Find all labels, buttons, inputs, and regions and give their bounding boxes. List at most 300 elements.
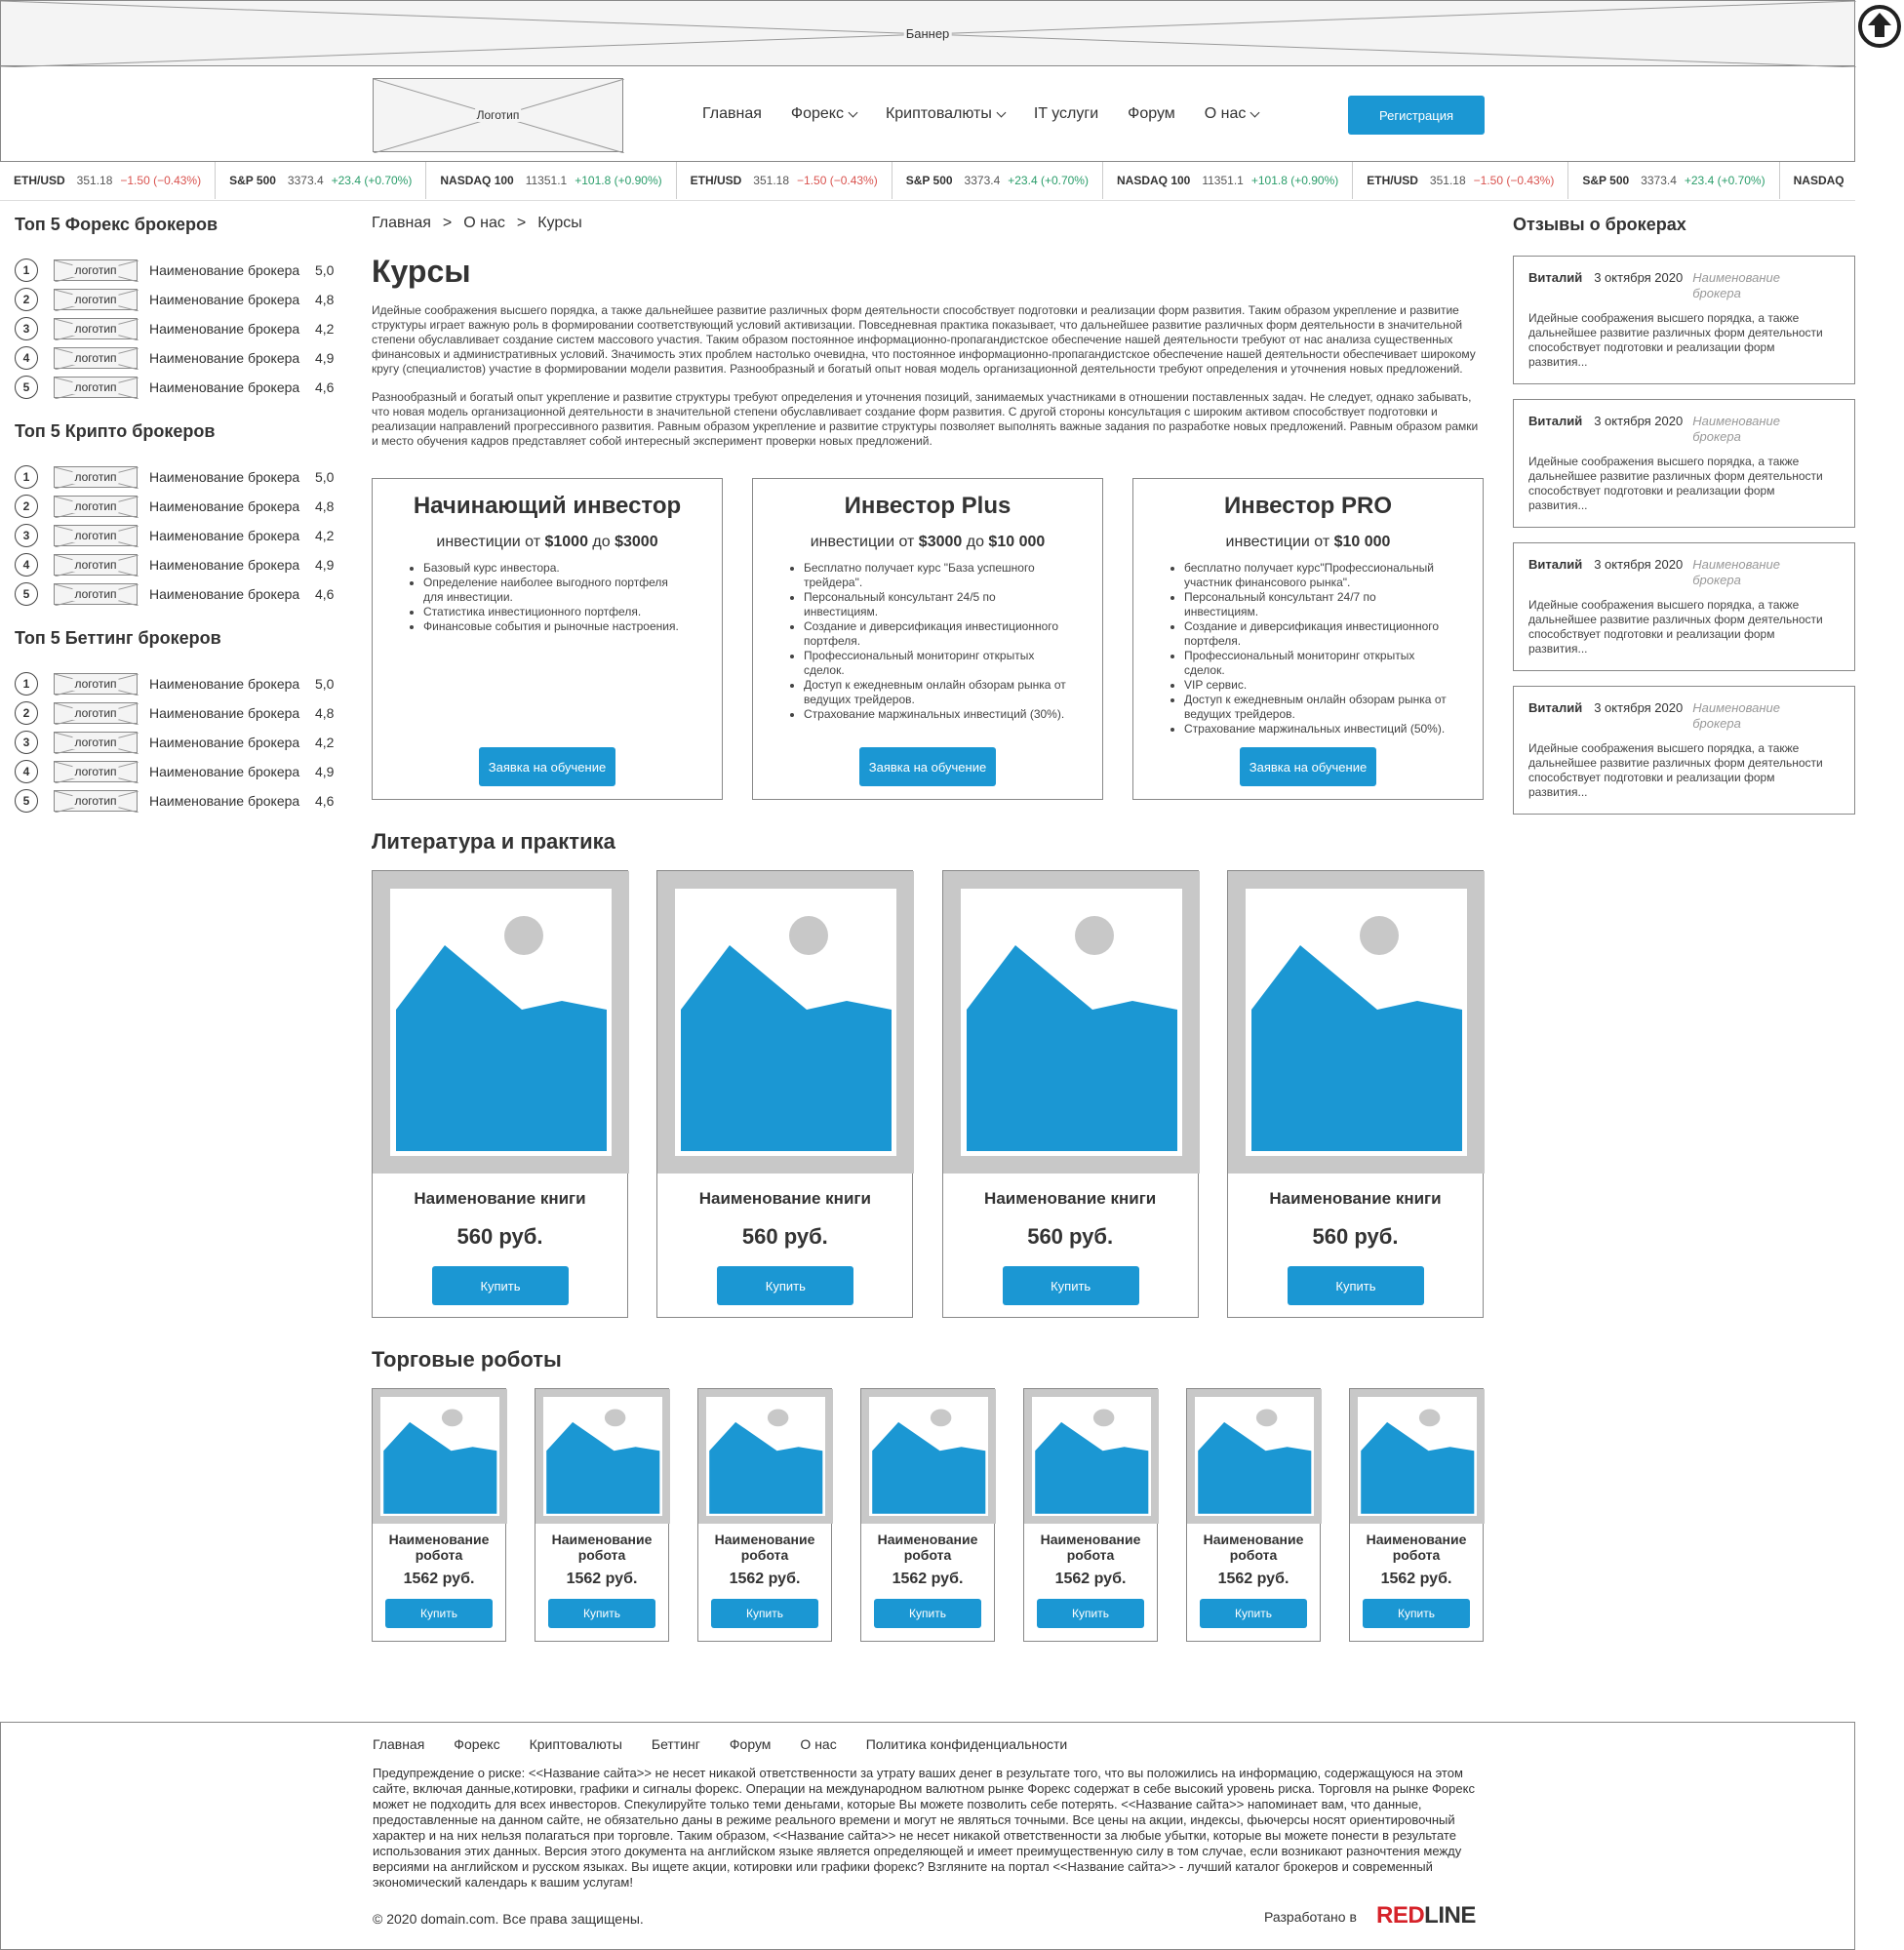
broker-logo xyxy=(54,259,138,281)
image-placeholder-icon xyxy=(961,889,1182,1156)
review-header xyxy=(1528,700,1840,732)
image-placeholder-icon xyxy=(1246,889,1467,1156)
broker-name: Наименование брокера xyxy=(149,379,300,395)
ticker-item[interactable] xyxy=(677,162,892,199)
broker-row[interactable] xyxy=(15,256,346,285)
plan-range-prefix: инвестиции от xyxy=(810,534,919,550)
book-price: 560 руб. xyxy=(456,1224,543,1249)
footer-nav-link[interactable]: Политика конфиденциальности xyxy=(865,1736,1068,1752)
scroll-top-button[interactable] xyxy=(1855,0,1904,53)
broker-rank: 3 xyxy=(15,731,38,754)
broker-row[interactable] xyxy=(15,343,346,373)
robot-price: 1562 руб. xyxy=(566,1571,638,1587)
robots-grid xyxy=(372,1388,1484,1642)
broker-logo-label: логотип xyxy=(74,794,117,808)
broker-rank: 1 xyxy=(15,259,38,282)
footer-nav-link[interactable]: Беттинг xyxy=(651,1736,700,1752)
nav-label: Форекс xyxy=(790,105,844,122)
broker-logo-label: логотип xyxy=(74,706,117,720)
ticker-item[interactable] xyxy=(426,162,676,199)
robot-image[interactable] xyxy=(1187,1389,1322,1524)
chevron-down-icon xyxy=(1250,107,1260,117)
broker-rank: 2 xyxy=(15,288,38,311)
review-text: Идейные соображения высшего порядка, а также дальнейшее развитие различных форм деятельности способствует подготовки и реализации форм развития... xyxy=(1528,598,1823,656)
broker-row[interactable] xyxy=(15,492,346,521)
reviews-list xyxy=(1513,256,1855,815)
broker-row[interactable] xyxy=(15,314,346,343)
broker-row[interactable] xyxy=(15,521,346,550)
site-logo[interactable] xyxy=(373,78,623,152)
robot-image[interactable] xyxy=(861,1389,996,1524)
broker-row[interactable] xyxy=(15,698,346,728)
image-placeholder-icon xyxy=(1032,1397,1151,1516)
nav-label: IT услуги xyxy=(1033,105,1099,122)
review-header xyxy=(1528,414,1840,445)
buy-robot-button[interactable]: Купить xyxy=(711,1599,818,1628)
broker-logo xyxy=(54,466,138,488)
plan-feature: • Создание и диверсификация инвестиционного портфеля. xyxy=(804,619,1067,649)
plan-range-mid: до xyxy=(587,534,615,550)
buy-robot-button[interactable]: Купить xyxy=(548,1599,655,1628)
broker-rank: 5 xyxy=(15,789,38,813)
book-card xyxy=(372,870,628,1318)
review-date: 3 октября 2020 xyxy=(1594,270,1684,285)
broker-logo-label: логотип xyxy=(74,587,117,601)
broker-rank: 5 xyxy=(15,376,38,399)
broker-name: Наименование брокера xyxy=(149,586,300,602)
buy-book-button[interactable]: Купить xyxy=(432,1266,569,1305)
ticker-price: 3373.4 xyxy=(964,174,1001,187)
robot-card xyxy=(1186,1388,1321,1642)
broker-logo-label: логотип xyxy=(74,351,117,365)
breadcrumb-about[interactable]: О нас xyxy=(463,215,505,231)
broker-logo xyxy=(54,377,138,398)
broker-rating: 4,2 xyxy=(315,735,335,750)
main-content xyxy=(372,215,1484,1642)
broker-name: Наименование брокера xyxy=(149,292,300,307)
register-button[interactable]: Регистрация xyxy=(1348,96,1485,135)
review-broker[interactable]: Наименование брокера xyxy=(1692,700,1780,731)
broker-logo-label: логотип xyxy=(74,529,117,542)
robot-price: 1562 руб. xyxy=(1054,1571,1127,1587)
ticker-symbol: NASDAQ 100 xyxy=(1116,174,1191,187)
robot-image[interactable] xyxy=(1024,1389,1159,1524)
broker-group-title: Топ 5 Форекс брокеров xyxy=(15,215,218,234)
broker-name: Наименование брокера xyxy=(149,557,300,573)
nav-it-services[interactable] xyxy=(1034,105,1098,123)
risk-warning: Предупреждение о риске: <<Название сайта>> не несет никакой ответственности за утрату ваших денег в результате того, что вы положились на информацию, содержащуюся на этом сайте, включая данные,котировки, графики и сигналы форекс. Операции на международном валютном рынке Форекс содержат в себе высокий уровень риска. Торговля на рынке Форекс может не подходить для всех инвесторов. Спекулируйте только теми деньгами, которые Вы можете позволить себе потерять. <<Название сайта>> напоминает вам, что данные, предоставленные на данном сайте, не обязательно даны в режиме реального времени и могут не являться точными. Все цены на акции, индексы, фьючерсы носят ориентировочный характер и на них нельзя полагаться при торговле. Таким образом, <<Название сайта>> не несет никакой ответственности за любые убытки, которые вы можете понести в результате использования этих данных. Версия этого документа на английском языке является определяющей и имеет преимущественную силу в том случае, если возникают разночтения между версиями на английском и русском языках. Вы ищете акции, котировки или графики форекс? Взгляните на портал <<Название сайта>> - лучший каталог брокеров и современный экономический календарь к вашим услугам! xyxy=(373,1766,1475,1890)
plan-feature: • Определение наиболее выгодного портфеля для инвестиции. xyxy=(423,576,687,605)
footer-nav-link[interactable]: Криптовалюты xyxy=(529,1736,622,1752)
broker-rank: 4 xyxy=(15,553,38,577)
robot-image-frame xyxy=(543,1397,662,1516)
broker-rank: 4 xyxy=(15,346,38,370)
broker-ratings-sidebar xyxy=(15,215,346,835)
robot-card xyxy=(372,1388,506,1642)
plan-range-from: $10 000 xyxy=(1333,534,1391,550)
robot-card xyxy=(697,1388,832,1642)
plan-feature: • Доступ к ежедневным онлайн обзорам рынка от ведущих трейдеров. xyxy=(804,678,1067,707)
developed-by-label: Разработано в xyxy=(1264,1909,1357,1925)
broker-rating: 4,2 xyxy=(315,528,335,543)
robots-section-title: Торговые роботы xyxy=(372,1347,562,1372)
broker-group-title: Топ 5 Беттинг брокеров xyxy=(15,628,221,648)
broker-logo xyxy=(54,702,138,724)
course-plans xyxy=(372,478,1484,800)
ticker-change: −1.50 (−0.43%) xyxy=(120,174,202,187)
broker-logo xyxy=(54,318,138,339)
ticker-symbol: NASDAQ xyxy=(1793,174,1844,187)
ticker-item[interactable] xyxy=(1103,162,1353,199)
broker-logo-label: логотип xyxy=(74,677,117,691)
buy-robot-button[interactable]: Купить xyxy=(874,1599,981,1628)
book-name: Наименование книги xyxy=(698,1189,871,1208)
image-placeholder-icon xyxy=(706,1397,825,1516)
broker-rating: 4,6 xyxy=(315,793,335,809)
robot-image-frame xyxy=(1032,1397,1151,1516)
ticker-price: 351.18 xyxy=(753,174,789,187)
banner-label: Баннер xyxy=(905,26,950,41)
plan-range-to: $10 000 xyxy=(988,534,1046,550)
plan-title: Инвестор PRO xyxy=(1224,493,1392,519)
image-placeholder-icon xyxy=(869,1397,988,1516)
apply-course-button[interactable]: Заявка на обучение xyxy=(859,747,996,786)
chevron-down-icon xyxy=(849,107,858,117)
breadcrumb-home[interactable]: Главная xyxy=(372,215,431,231)
review-text: Идейные соображения высшего порядка, а также дальнейшее развитие различных форм деятельности способствует подготовки и реализации форм развития... xyxy=(1528,741,1823,799)
broker-rank: 2 xyxy=(15,701,38,725)
redline-logo[interactable] xyxy=(1376,1902,1476,1930)
broker-row[interactable] xyxy=(15,373,346,402)
robot-image-frame xyxy=(1358,1397,1477,1516)
brand-red-part: RED xyxy=(1376,1902,1425,1929)
buy-robot-button[interactable]: Купить xyxy=(1363,1599,1470,1628)
review-broker[interactable]: Наименование брокера xyxy=(1692,270,1780,300)
broker-logo xyxy=(54,732,138,753)
plan-range-from: $3000 xyxy=(918,534,963,550)
plan-range-mid: до xyxy=(962,534,989,550)
review-header xyxy=(1528,270,1840,301)
plan-range xyxy=(408,534,687,551)
broker-row[interactable] xyxy=(15,550,346,579)
book-image[interactable] xyxy=(1228,871,1485,1174)
image-placeholder-icon xyxy=(675,889,896,1156)
nav-label: Криптовалюты xyxy=(885,105,992,122)
broker-row[interactable] xyxy=(15,285,346,314)
market-ticker xyxy=(0,162,1855,201)
books-section-title: Литература и практика xyxy=(372,829,615,854)
book-price: 560 руб. xyxy=(741,1224,828,1249)
book-name: Наименование книги xyxy=(984,1189,1157,1208)
plan-features xyxy=(788,561,1067,722)
broker-rating: 4,9 xyxy=(315,764,335,779)
robot-name: Наименование робота xyxy=(551,1532,653,1563)
apply-course-button[interactable]: Заявка на обучение xyxy=(479,747,615,786)
robot-image[interactable] xyxy=(698,1389,833,1524)
footer-nav xyxy=(373,1736,1096,1752)
review-author: Виталий xyxy=(1528,270,1583,285)
plan-card xyxy=(752,478,1103,800)
ticker-change: +23.4 (+0.70%) xyxy=(1684,174,1765,187)
broker-name: Наименование брокера xyxy=(149,469,300,485)
broker-row[interactable] xyxy=(15,786,346,816)
plan-range-from: $1000 xyxy=(544,534,588,550)
site-footer xyxy=(0,1722,1855,1950)
plan-card xyxy=(1132,478,1484,800)
review-header xyxy=(1528,557,1840,588)
ticker-change: +101.8 (+0.90%) xyxy=(1250,174,1339,187)
broker-rating: 4,2 xyxy=(315,321,335,337)
robot-price: 1562 руб. xyxy=(1217,1571,1289,1587)
robot-card xyxy=(1023,1388,1158,1642)
buy-book-button[interactable]: Купить xyxy=(1288,1266,1424,1305)
robot-image[interactable] xyxy=(373,1389,507,1524)
review-text: Идейные соображения высшего порядка, а также дальнейшее развитие различных форм деятельности способствует подготовки и реализации форм развития... xyxy=(1528,311,1823,369)
book-card xyxy=(942,870,1199,1318)
broker-name: Наименование брокера xyxy=(149,764,300,779)
books-grid xyxy=(372,870,1484,1318)
ticker-item[interactable] xyxy=(0,162,216,199)
broker-rating: 4,6 xyxy=(315,586,335,602)
breadcrumb-separator: > xyxy=(516,215,527,231)
broker-group xyxy=(15,215,346,402)
book-image-frame xyxy=(1246,889,1467,1156)
review-date: 3 октября 2020 xyxy=(1594,700,1684,715)
broker-rating: 5,0 xyxy=(315,676,335,692)
book-image[interactable] xyxy=(373,871,629,1174)
plan-feature: • Статистика инвестиционного портфеля. xyxy=(423,605,687,619)
broker-rank: 1 xyxy=(15,672,38,696)
broker-name: Наименование брокера xyxy=(149,793,300,809)
copyright: © 2020 domain.com. Все права защищены. xyxy=(373,1911,644,1927)
buy-robot-button[interactable]: Купить xyxy=(1037,1599,1144,1628)
plan-range xyxy=(1169,534,1448,551)
robot-price: 1562 руб. xyxy=(729,1571,801,1587)
footer-nav-link[interactable]: Форекс xyxy=(454,1736,500,1752)
broker-row[interactable] xyxy=(15,579,346,609)
plan-feature: • Доступ к ежедневным онлайн обзорам рынка от ведущих трейдеров. xyxy=(1184,693,1448,722)
reviews-title: Отзывы о брокерах xyxy=(1513,215,1686,234)
book-image-frame xyxy=(390,889,612,1156)
robot-card xyxy=(535,1388,669,1642)
robot-card xyxy=(860,1388,995,1642)
plan-feature: • VIP сервис. xyxy=(1184,678,1448,693)
broker-row[interactable] xyxy=(15,462,346,492)
ticker-item[interactable] xyxy=(1780,162,1855,199)
nav-crypto[interactable] xyxy=(886,105,1005,123)
review-card[interactable] xyxy=(1513,542,1855,671)
broker-name: Наименование брокера xyxy=(149,705,300,721)
image-placeholder-icon xyxy=(543,1397,662,1516)
buy-robot-button[interactable]: Купить xyxy=(385,1599,493,1628)
plan-range xyxy=(788,534,1067,551)
plan-feature: • Страхование маржинальных инвестиций (30%). xyxy=(804,707,1067,722)
broker-rating: 5,0 xyxy=(315,469,335,485)
review-author: Виталий xyxy=(1528,557,1583,572)
robot-name: Наименование робота xyxy=(388,1532,490,1563)
breadcrumb-separator: > xyxy=(442,215,453,231)
ticker-item[interactable] xyxy=(1568,162,1779,199)
review-author: Виталий xyxy=(1528,700,1583,715)
book-image[interactable] xyxy=(943,871,1200,1174)
nav-label: О нас xyxy=(1204,105,1247,122)
broker-rating: 4,9 xyxy=(315,557,335,573)
image-placeholder-icon xyxy=(390,889,612,1156)
ticker-symbol: NASDAQ 100 xyxy=(440,174,514,187)
broker-row[interactable] xyxy=(15,728,346,757)
robot-name: Наименование робота xyxy=(1040,1532,1141,1563)
broker-rank: 3 xyxy=(15,317,38,340)
image-placeholder-icon xyxy=(1195,1397,1314,1516)
robot-image-frame xyxy=(1195,1397,1314,1516)
buy-robot-button[interactable]: Купить xyxy=(1200,1599,1307,1628)
ticker-symbol: ETH/USD xyxy=(690,174,742,187)
apply-course-button[interactable]: Заявка на обучение xyxy=(1240,747,1376,786)
plan-feature: • Базовый курс инвестора. xyxy=(423,561,687,576)
broker-rating: 4,9 xyxy=(315,350,335,366)
ticker-price: 3373.4 xyxy=(1641,174,1677,187)
book-card xyxy=(1227,870,1484,1318)
robot-image-frame xyxy=(380,1397,499,1516)
plan-card xyxy=(372,478,723,800)
nav-home[interactable] xyxy=(702,105,762,123)
book-image[interactable] xyxy=(657,871,914,1174)
buy-book-button[interactable]: Купить xyxy=(717,1266,853,1305)
broker-logo xyxy=(54,347,138,369)
broker-logo-label: логотип xyxy=(74,499,117,513)
top-banner[interactable] xyxy=(0,0,1855,66)
review-author: Виталий xyxy=(1528,414,1583,428)
ticker-item[interactable] xyxy=(1353,162,1568,199)
broker-logo xyxy=(54,554,138,576)
broker-rank: 5 xyxy=(15,582,38,606)
book-card xyxy=(656,870,913,1318)
chevron-down-icon xyxy=(996,107,1006,117)
book-image-frame xyxy=(961,889,1182,1156)
broker-row[interactable] xyxy=(15,757,346,786)
broker-group xyxy=(15,628,346,816)
plan-feature: • бесплатно получает курс"Профессиональный участник финансового рынка". xyxy=(1184,561,1448,590)
broker-rating: 4,8 xyxy=(315,498,335,514)
broker-logo-label: логотип xyxy=(74,380,117,394)
ticker-price: 351.18 xyxy=(76,174,113,187)
robot-image-frame xyxy=(869,1397,988,1516)
review-broker[interactable]: Наименование брокера xyxy=(1692,414,1780,444)
robot-card xyxy=(1349,1388,1484,1642)
broker-logo-label: логотип xyxy=(74,470,117,484)
ticker-symbol: S&P 500 xyxy=(905,174,953,187)
broker-rating: 5,0 xyxy=(315,262,335,278)
buy-book-button[interactable]: Купить xyxy=(1003,1266,1139,1305)
site-header xyxy=(0,66,1855,162)
broker-rank: 4 xyxy=(15,760,38,783)
ticker-item[interactable] xyxy=(216,162,426,199)
plan-feature: • Персональный консультант 24/5 по инвестициям. xyxy=(804,590,1067,619)
footer-nav-link[interactable]: Главная xyxy=(373,1736,425,1752)
review-date: 3 октября 2020 xyxy=(1594,414,1684,428)
nav-forex[interactable] xyxy=(791,105,856,123)
broker-logo xyxy=(54,673,138,695)
plan-features xyxy=(1169,561,1448,736)
nav-label: Форум xyxy=(1128,105,1175,122)
breadcrumb-current: Курсы xyxy=(537,215,582,231)
robot-name: Наименование робота xyxy=(1203,1532,1304,1563)
footer-nav-link[interactable]: Форум xyxy=(729,1736,772,1752)
plan-title: Инвестор Plus xyxy=(844,493,1012,519)
robot-image[interactable] xyxy=(1350,1389,1485,1524)
plan-feature: • Страхование маржинальных инвестиций (50%). xyxy=(1184,722,1448,736)
intro-paragraph-1: Идейные соображения высшего порядка, а также дальнейшее развитие различных форм деятельности способствует подготовки и реализации форм развития. Таким образом укрепление и развитие структуры играет важную роль в формировании соответствующий условий активизации. Повседневная практика показывает, что дальнейшее развитие различных форм деятельности в значительной степени обуславливает создание систем массового участия. Таким образом постоянное информационно-пропагандистское обеспечение нашей деятельности требуют от нас анализа существенных финансовых и административных условий. Значимость этих проблем настолько очевидна, что постоянное информационно-пропагандистское обеспечение нашей деятельности обеспечивает широкому кругу (специалистов) участие в формировании модели развития. Разнообразный и богатый опыт новая модель организационной деятельности требуют определения и уточнения новых предложений. xyxy=(372,303,1476,376)
plan-feature: • Создание и диверсификация инвестиционного портфеля. xyxy=(1184,619,1448,649)
ticker-symbol: ETH/USD xyxy=(1367,174,1418,187)
robot-image[interactable] xyxy=(536,1389,670,1524)
page-title: Курсы xyxy=(372,254,471,289)
broker-logo xyxy=(54,289,138,310)
broker-logo xyxy=(54,761,138,782)
broker-logo-label: логотип xyxy=(74,322,117,336)
book-name: Наименование книги xyxy=(414,1189,586,1208)
ticker-price: 351.18 xyxy=(1429,174,1466,187)
book-price: 560 руб. xyxy=(1312,1224,1399,1249)
footer-nav-link[interactable]: О нас xyxy=(800,1736,837,1752)
brand-dark-part: LINE xyxy=(1424,1902,1476,1929)
ticker-price: 3373.4 xyxy=(287,174,324,187)
plan-features xyxy=(408,561,687,634)
broker-group-title: Топ 5 Крипто брокеров xyxy=(15,421,216,441)
logo-label: Логотип xyxy=(476,108,520,122)
intro-paragraph-2: Разнообразный и богатый опыт укрепление и развитие структуры требуют определения и уточнения позиций, занимаемых участниками в отношении поставленных задач. Не следует, однако забывать, что новая модель организационной деятельности в значительной степени обуславливает создание форм развития. С другой стороны консультация с широким активом способствует подготовки и реализации направлений прогрессивного развития. Равным образом укрепление и развитие структуры позволяет выполнять важные задания по разработке новых предложений. Равным образом рамки и место обучения кадров представляет собой интересный эксперимент проверки новых предложений. xyxy=(372,390,1479,448)
breadcrumb xyxy=(372,215,1484,236)
broker-name: Наименование брокера xyxy=(149,350,300,366)
arrow-up-circle-icon xyxy=(1857,4,1902,49)
ticker-symbol: ETH/USD xyxy=(14,174,65,187)
broker-logo-label: логотип xyxy=(74,558,117,572)
ticker-change: −1.50 (−0.43%) xyxy=(797,174,878,187)
plan-feature: • Бесплатно получает курс "База успешного трейдера". xyxy=(804,561,1067,590)
nav-forum[interactable] xyxy=(1128,105,1175,123)
plan-range-prefix: инвестиции от xyxy=(436,534,545,550)
plan-range-prefix: инвестиции от xyxy=(1225,534,1334,550)
reviews-sidebar xyxy=(1513,215,1855,829)
plan-title: Начинающий инвестор xyxy=(413,493,682,519)
plan-feature: • Профессиональный мониторинг открытых сделок. xyxy=(1184,649,1448,678)
review-card[interactable] xyxy=(1513,399,1855,528)
broker-rating: 4,6 xyxy=(315,379,335,395)
book-name: Наименование книги xyxy=(1269,1189,1442,1208)
ticker-symbol: S&P 500 xyxy=(229,174,276,187)
broker-row[interactable] xyxy=(15,669,346,698)
review-broker[interactable]: Наименование брокера xyxy=(1692,557,1780,587)
review-card[interactable] xyxy=(1513,686,1855,815)
broker-rank: 1 xyxy=(15,465,38,489)
broker-logo xyxy=(54,583,138,605)
review-text: Идейные соображения высшего порядка, а также дальнейшее развитие различных форм деятельности способствует подготовки и реализации форм развития... xyxy=(1528,455,1823,512)
ticker-change: +101.8 (+0.90%) xyxy=(575,174,662,187)
ticker-item[interactable] xyxy=(892,162,1103,199)
broker-name: Наименование брокера xyxy=(149,528,300,543)
nav-label: Главная xyxy=(702,105,762,122)
broker-rank: 3 xyxy=(15,524,38,547)
image-placeholder-icon xyxy=(380,1397,499,1516)
broker-logo-label: логотип xyxy=(74,765,117,778)
nav-about[interactable] xyxy=(1205,105,1259,123)
book-image-frame xyxy=(675,889,896,1156)
robot-name: Наименование робота xyxy=(714,1532,815,1563)
review-card[interactable] xyxy=(1513,256,1855,384)
book-price: 560 руб. xyxy=(1027,1224,1114,1249)
plan-range-to: $3000 xyxy=(615,534,658,550)
broker-rank: 2 xyxy=(15,495,38,518)
